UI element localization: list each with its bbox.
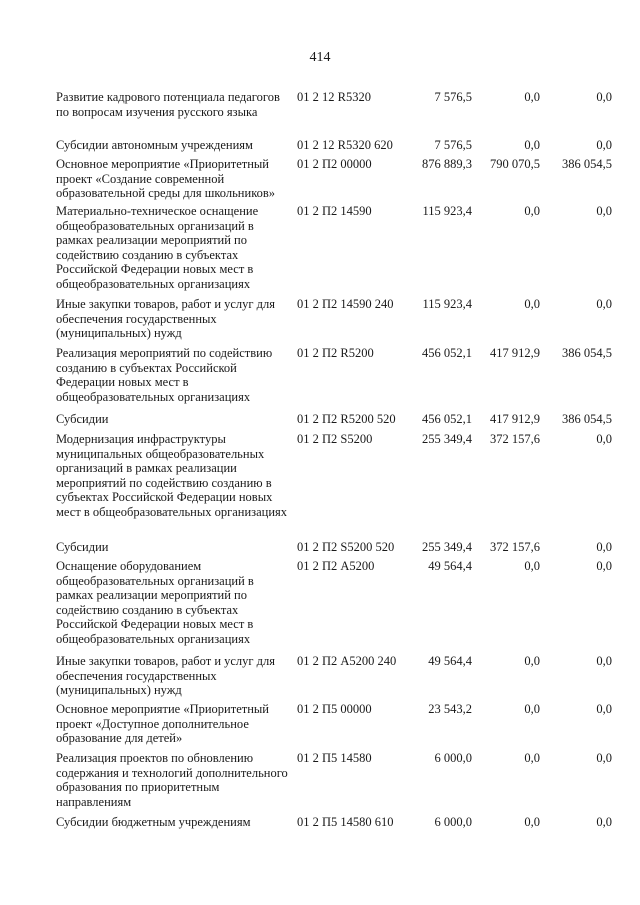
row-value-3: 0,0 bbox=[596, 90, 612, 104]
row-value-3: 0,0 bbox=[596, 540, 612, 554]
row-value-1: 876 889,3 bbox=[422, 157, 472, 171]
row-value-1: 115 923,4 bbox=[422, 204, 472, 218]
row-value-1: 23 543,2 bbox=[428, 702, 472, 716]
row-value-3: 0,0 bbox=[596, 297, 612, 311]
row-value-3: 386 054,5 bbox=[562, 412, 612, 426]
row-name: Субсидии автономным учреждениям bbox=[56, 138, 253, 152]
row-value-2: 0,0 bbox=[524, 204, 540, 218]
row-value-3: 0,0 bbox=[596, 815, 612, 829]
row-name: Развитие кадрового потенциала педагогов по вопросам изучения русского языка bbox=[56, 90, 280, 119]
row-value-2: 372 157,6 bbox=[490, 432, 540, 446]
row-code: 01 2 П2 14590 bbox=[297, 204, 372, 218]
row-value-3: 0,0 bbox=[596, 432, 612, 446]
row-name: Субсидии бюджетным учреждениям bbox=[56, 815, 251, 829]
row-value-2: 0,0 bbox=[524, 751, 540, 765]
row-value-3: 0,0 bbox=[596, 751, 612, 765]
row-value-2: 417 912,9 bbox=[490, 346, 540, 360]
row-name: Иные закупки товаров, работ и услуг для обеспечения государственных (муниципальных) нужд bbox=[56, 654, 276, 698]
row-name: Материально-техническое оснащение общеобразовательных организаций в рамках реализации мероприятий по содействию созданию в субъектах Российской Федерации новых мест в общеобразовательных организациях bbox=[56, 204, 259, 291]
row-name: Основное мероприятие «Приоритетный проект «Создание современной образовательной среды для школьников» bbox=[56, 157, 276, 201]
row-value-2: 0,0 bbox=[524, 654, 540, 668]
row-code: 01 2 П5 00000 bbox=[297, 702, 372, 716]
row-value-3: 386 054,5 bbox=[562, 157, 612, 171]
row-value-2: 0,0 bbox=[524, 815, 540, 829]
row-value-2: 0,0 bbox=[524, 559, 540, 573]
row-value-2: 417 912,9 bbox=[490, 412, 540, 426]
row-value-1: 7 576,5 bbox=[434, 90, 472, 104]
row-code: 01 2 П2 А5200 bbox=[297, 559, 375, 573]
row-value-2: 0,0 bbox=[524, 138, 540, 152]
row-value-1: 7 576,5 bbox=[434, 138, 472, 152]
row-value-1: 456 052,1 bbox=[422, 346, 472, 360]
row-code: 01 2 П2 R5200 bbox=[297, 346, 374, 360]
row-name: Оснащение оборудованием общеобразовательных организаций в рамках реализации мероприятий по содействию созданию в субъектах Российской Федерации новых мест в общеобразовательных организациях bbox=[56, 559, 254, 646]
row-value-1: 255 349,4 bbox=[422, 432, 472, 446]
row-value-1: 6 000,0 bbox=[434, 815, 472, 829]
row-value-1: 6 000,0 bbox=[434, 751, 472, 765]
row-value-1: 456 052,1 bbox=[422, 412, 472, 426]
row-code: 01 2 П2 00000 bbox=[297, 157, 372, 171]
row-value-1: 49 564,4 bbox=[428, 654, 472, 668]
row-code: 01 2 П5 14580 610 bbox=[297, 815, 394, 829]
row-code: 01 2 12 R5320 bbox=[297, 90, 371, 104]
row-value-1: 115 923,4 bbox=[422, 297, 472, 311]
row-value-3: 0,0 bbox=[596, 559, 612, 573]
row-value-1: 255 349,4 bbox=[422, 540, 472, 554]
row-name: Субсидии bbox=[56, 540, 109, 554]
row-code: 01 2 П5 14580 bbox=[297, 751, 372, 765]
row-value-3: 0,0 bbox=[596, 204, 612, 218]
row-code: 01 2 П2 14590 240 bbox=[297, 297, 394, 311]
row-name: Модернизация инфраструктуры муниципальных общеобразовательных организаций в рамках реализации мероприятий по содействию созданию в субъектах Российской Федерации новых мест в общеобразовательных организациях bbox=[56, 432, 288, 519]
row-value-3: 0,0 bbox=[596, 702, 612, 716]
row-name: Иные закупки товаров, работ и услуг для обеспечения государственных (муниципальных) нужд bbox=[56, 297, 276, 341]
row-code: 01 2 П2 А5200 240 bbox=[297, 654, 397, 668]
row-code: 01 2 12 R5320 620 bbox=[297, 138, 393, 152]
row-value-3: 0,0 bbox=[596, 138, 612, 152]
row-value-3: 386 054,5 bbox=[562, 346, 612, 360]
row-value-1: 49 564,4 bbox=[428, 559, 472, 573]
row-name: Реализация мероприятий по содействию созданию в субъектах Российской Федерации новых мест в общеобразовательных организациях bbox=[56, 346, 273, 404]
row-value-2: 372 157,6 bbox=[490, 540, 540, 554]
row-value-2: 0,0 bbox=[524, 702, 540, 716]
row-name: Основное мероприятие «Приоритетный проект «Доступное дополнительное образование для детей» bbox=[56, 702, 270, 746]
row-value-3: 0,0 bbox=[596, 654, 612, 668]
row-name: Субсидии bbox=[56, 412, 109, 426]
row-value-2: 790 070,5 bbox=[490, 157, 540, 171]
row-value-2: 0,0 bbox=[524, 90, 540, 104]
page-number: 414 bbox=[309, 50, 331, 65]
row-value-2: 0,0 bbox=[524, 297, 540, 311]
row-code: 01 2 П2 R5200 520 bbox=[297, 412, 396, 426]
row-name: Реализация проектов по обновлению содержания и технологий дополнительного образования по приоритетным направлениям bbox=[56, 751, 288, 809]
row-code: 01 2 П2 S5200 520 bbox=[297, 540, 395, 554]
row-code: 01 2 П2 S5200 bbox=[297, 432, 373, 446]
